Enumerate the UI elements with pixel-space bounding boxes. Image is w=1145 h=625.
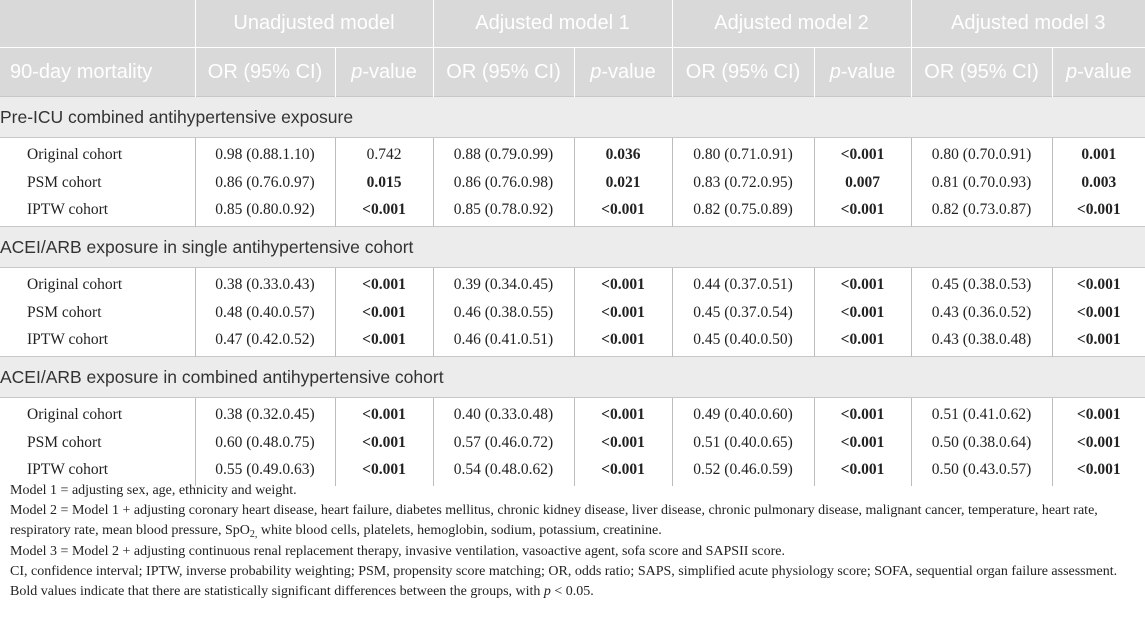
p-value-cell: <0.001 — [814, 455, 911, 486]
p-value-cell: <0.001 — [335, 398, 433, 431]
or-ci-cell: 0.43 (0.38.0.48) — [911, 325, 1052, 357]
p-suffix: -value — [362, 60, 417, 83]
p-value-header — [574, 48, 672, 97]
p-value-cell: <0.001 — [1052, 398, 1145, 431]
p-value-cell: <0.001 — [574, 398, 672, 431]
table-row — [0, 170, 1145, 195]
p-letter: p — [590, 60, 602, 83]
section-header-row — [0, 357, 1145, 398]
table-footnotes — [10, 481, 1140, 602]
cohort-label: Original cohort — [27, 406, 123, 423]
or-ci-cell: 0.47 (0.42.0.52) — [195, 325, 335, 357]
cohort-label: Original cohort — [27, 146, 123, 163]
table-row — [0, 138, 1145, 171]
cohort-label: IPTW cohort — [27, 200, 109, 218]
or-ci-cell: 0.39 (0.34.0.45) — [433, 268, 574, 301]
p-value-cell: <0.001 — [335, 268, 433, 301]
p-letter: p — [829, 60, 841, 83]
or-ci-cell: 0.80 (0.70.0.91) — [911, 138, 1052, 171]
or-ci-cell: 0.55 (0.49.0.63) — [195, 455, 335, 486]
or-ci-header: OR (95% CI) — [433, 48, 574, 97]
or-ci-cell: 0.81 (0.70.0.93) — [911, 170, 1052, 195]
footnote-model-3: Model 3 = Model 2 + adjusting continuous renal replacement therapy, invasive ventilation, vasoactive agent, sofa score and SAPSII score. — [10, 543, 785, 559]
or-ci-header: OR (95% CI) — [672, 48, 814, 97]
p-value-cell: <0.001 — [814, 268, 911, 301]
p-value-cell: <0.001 — [574, 430, 672, 455]
p-value-cell: 0.015 — [335, 170, 433, 195]
p-value-cell: 0.036 — [574, 138, 672, 171]
p-value-cell: <0.001 — [814, 325, 911, 357]
or-ci-cell: 0.83 (0.72.0.95) — [672, 170, 814, 195]
or-ci-cell: 0.52 (0.46.0.59) — [672, 455, 814, 486]
or-ci-cell: 0.48 (0.40.0.57) — [195, 300, 335, 325]
or-ci-cell: 0.44 (0.37.0.51) — [672, 268, 814, 301]
column-header-row — [0, 48, 1145, 97]
or-ci-cell: 0.49 (0.40.0.60) — [672, 398, 814, 431]
row-label-header: 90-day mortality — [0, 48, 195, 97]
or-ci-cell: 0.86 (0.76.0.97) — [195, 170, 335, 195]
p-value-cell: <0.001 — [1052, 300, 1145, 325]
footnote-abbreviations: CI, confidence interval; IPTW, inverse probability weighting; PSM, propensity score matching; OR, odds ratio; SAPS, simplified acute physiology score; SOFA, sequential organ failure assessment. — [10, 563, 1118, 579]
or-ci-cell: 0.85 (0.80.0.92) — [195, 195, 335, 227]
cohort-label: PSM cohort — [27, 173, 102, 191]
cohort-label: IPTW cohort — [27, 330, 109, 348]
table-row — [0, 430, 1145, 455]
or-ci-cell: 0.88 (0.79.0.99) — [433, 138, 574, 171]
or-ci-cell: 0.38 (0.33.0.43) — [195, 268, 335, 301]
or-ci-header: OR (95% CI) — [911, 48, 1052, 97]
or-ci-cell: 0.50 (0.38.0.64) — [911, 430, 1052, 455]
or-ci-cell: 0.51 (0.40.0.65) — [672, 430, 814, 455]
model-header-adjusted-3: Adjusted model 3 — [911, 0, 1145, 48]
footnote-bold-values: Bold values indicate that there are statistically significant differences between the groups, with p < 0.05. — [10, 584, 594, 600]
p-value-cell: 0.003 — [1052, 170, 1145, 195]
p-value-cell: <0.001 — [814, 195, 911, 227]
p-value-header — [335, 48, 433, 97]
section-header-row — [0, 97, 1145, 138]
or-ci-cell: 0.82 (0.75.0.89) — [672, 195, 814, 227]
section-header-row — [0, 227, 1145, 268]
p-value-cell: <0.001 — [1052, 325, 1145, 357]
p-value-cell: <0.001 — [1052, 430, 1145, 455]
table-row — [0, 325, 1145, 357]
or-ci-header: OR (95% CI) — [195, 48, 335, 97]
p-value-cell: <0.001 — [814, 398, 911, 431]
or-ci-cell: 0.85 (0.78.0.92) — [433, 195, 574, 227]
or-ci-cell: 0.57 (0.46.0.72) — [433, 430, 574, 455]
or-ci-cell: 0.45 (0.38.0.53) — [911, 268, 1052, 301]
p-value-cell: <0.001 — [335, 195, 433, 227]
p-value-cell: <0.001 — [814, 300, 911, 325]
model-header-row — [0, 0, 1145, 48]
or-ci-cell: 0.43 (0.36.0.52) — [911, 300, 1052, 325]
model-header-adjusted-1: Adjusted model 1 — [433, 0, 672, 48]
p-value-cell: <0.001 — [814, 430, 911, 455]
cohort-label: PSM cohort — [27, 433, 102, 451]
or-ci-cell: 0.80 (0.71.0.91) — [672, 138, 814, 171]
p-letter: p — [1065, 60, 1078, 83]
section-title: ACEI/ARB exposure in single antihypertensive cohort — [0, 227, 1145, 268]
p-value-cell: <0.001 — [335, 455, 433, 486]
p-suffix: -value — [1077, 60, 1132, 83]
or-ci-cell: 0.46 (0.41.0.51) — [433, 325, 574, 357]
p-value-cell: <0.001 — [574, 455, 672, 486]
or-ci-cell: 0.54 (0.48.0.62) — [433, 455, 574, 486]
or-ci-cell: 0.82 (0.73.0.87) — [911, 195, 1052, 227]
or-ci-cell: 0.98 (0.88.1.10) — [195, 138, 335, 171]
or-ci-cell: 0.40 (0.33.0.48) — [433, 398, 574, 431]
p-value-cell: <0.001 — [335, 300, 433, 325]
header-corner — [0, 0, 195, 48]
or-ci-cell: 0.45 (0.37.0.54) — [672, 300, 814, 325]
p-value-cell: <0.001 — [814, 138, 911, 171]
or-ci-cell: 0.45 (0.40.0.50) — [672, 325, 814, 357]
p-value-cell: <0.001 — [574, 300, 672, 325]
p-value-cell: <0.001 — [335, 430, 433, 455]
p-value-cell: 0.007 — [814, 170, 911, 195]
or-ci-cell: 0.38 (0.32.0.45) — [195, 398, 335, 431]
p-value-cell: <0.001 — [574, 325, 672, 357]
table-row — [0, 195, 1145, 227]
footnote-model-1: Model 1 = adjusting sex, age, ethnicity and weight. — [10, 483, 297, 498]
section-title: ACEI/ARB exposure in combined antihypertensive cohort — [0, 357, 1145, 398]
p-value-cell: <0.001 — [574, 268, 672, 301]
p-value-cell: 0.742 — [335, 138, 433, 171]
p-value-cell: 0.001 — [1052, 138, 1145, 171]
p-suffix: -value — [601, 60, 656, 83]
table-row — [0, 300, 1145, 325]
table-row — [0, 268, 1145, 301]
p-suffix: -value — [840, 60, 896, 83]
model-header-unadjusted: Unadjusted model — [195, 0, 433, 48]
model-header-adjusted-2: Adjusted model 2 — [672, 0, 911, 48]
or-ci-cell: 0.46 (0.38.0.55) — [433, 300, 574, 325]
cohort-label: Original cohort — [27, 276, 123, 293]
section-title: Pre-ICU combined antihypertensive exposure — [0, 97, 1145, 138]
p-value-cell: <0.001 — [335, 325, 433, 357]
or-ci-cell: 0.86 (0.76.0.98) — [433, 170, 574, 195]
p-letter: p — [351, 60, 363, 83]
or-ci-cell: 0.60 (0.48.0.75) — [195, 430, 335, 455]
p-value-cell: <0.001 — [1052, 455, 1145, 486]
p-value-header — [814, 48, 911, 97]
p-value-cell: <0.001 — [1052, 268, 1145, 301]
p-value-cell: <0.001 — [1052, 195, 1145, 227]
or-ci-cell: 0.50 (0.43.0.57) — [911, 455, 1052, 486]
cohort-label: IPTW cohort — [27, 460, 109, 478]
footnote-model-2: Model 2 = Model 1 + adjusting coronary heart disease, heart failure, diabetes mellitus, chronic kidney disease, liver disease, chronic pulmonary disease, malignant cancer, temperature, heart rate, respiratory rate, mean blood pressure, SpO$_{2,}$ white blood cells, platelets, hemoglobin, sodium, potassium, creatinine. — [10, 503, 1098, 541]
cohort-label: PSM cohort — [27, 303, 102, 321]
p-value-header — [1052, 48, 1145, 97]
p-value-cell: <0.001 — [574, 195, 672, 227]
or-ci-cell: 0.51 (0.41.0.62) — [911, 398, 1052, 431]
table-row — [0, 398, 1145, 431]
p-value-cell: 0.021 — [574, 170, 672, 195]
